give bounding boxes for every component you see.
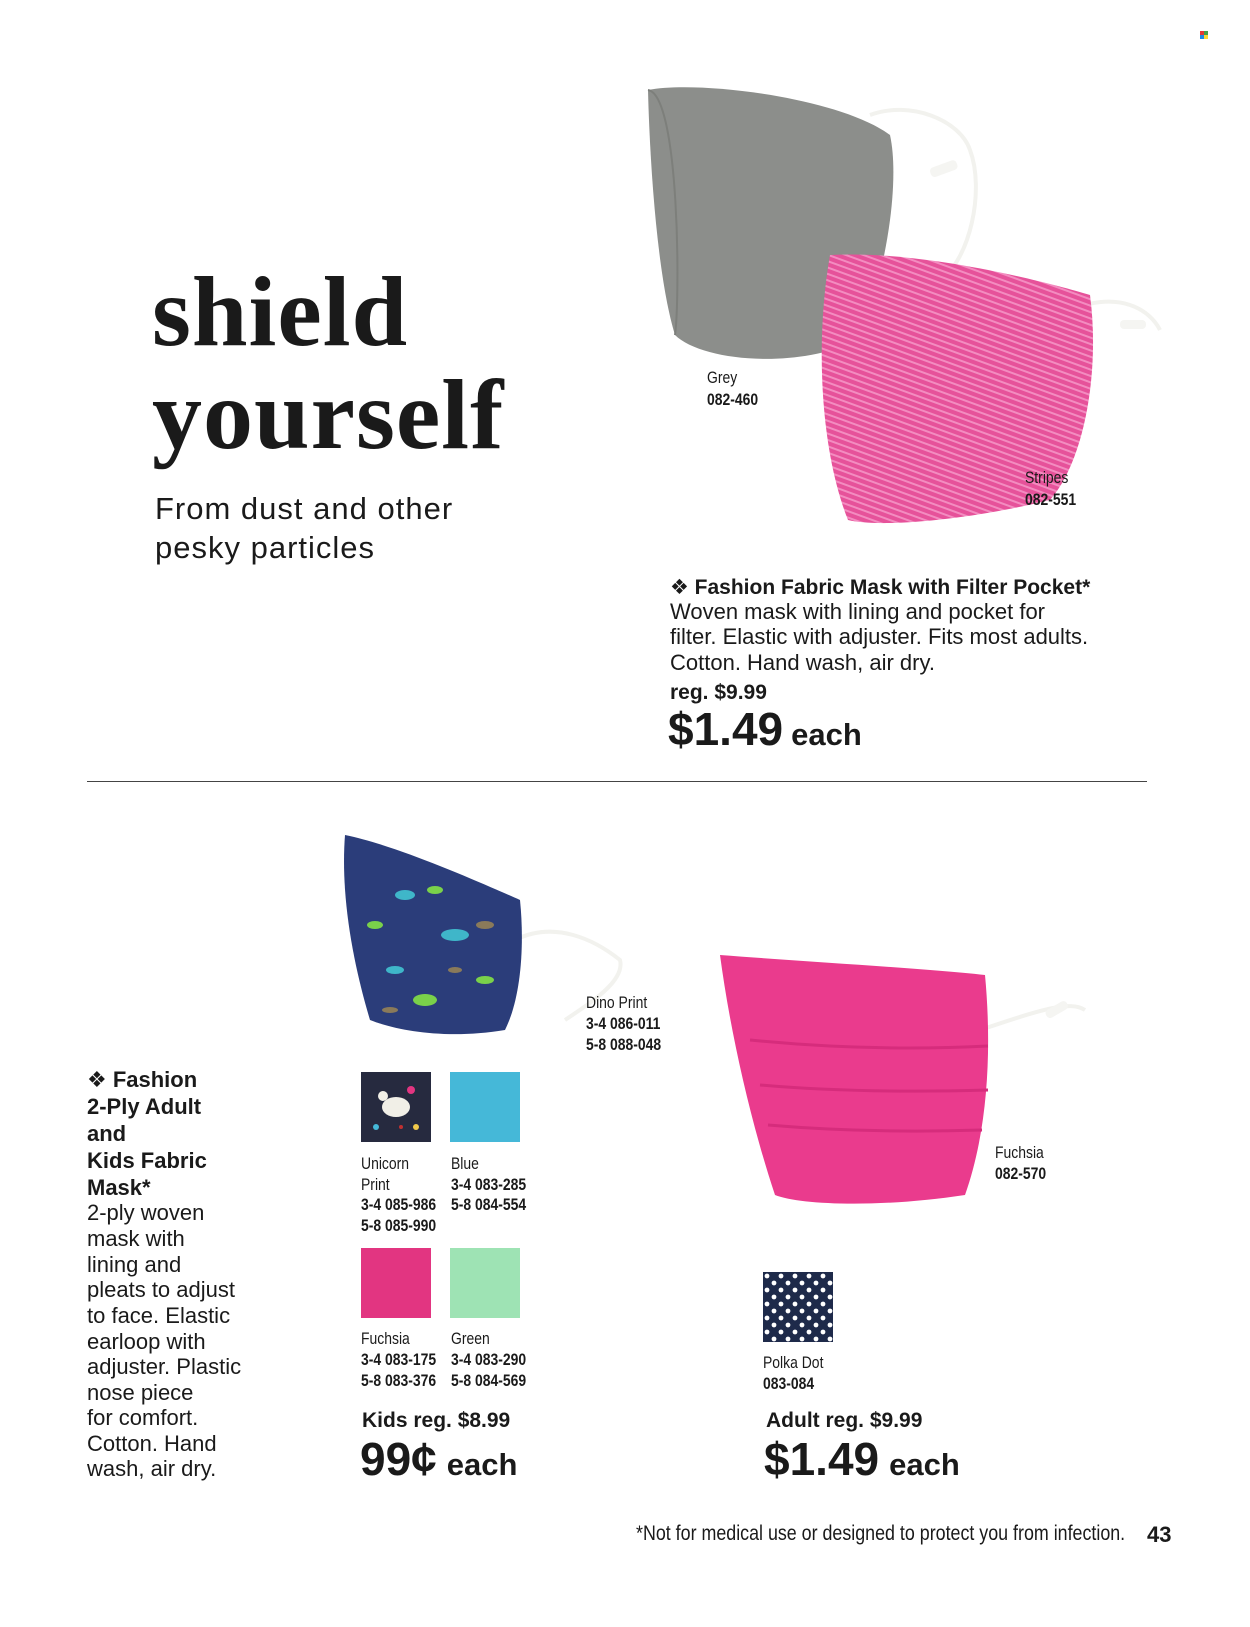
dino-print-code-5-8: 5-8 088-048 <box>586 1035 662 1054</box>
ply-mask-description-5: to face. Elastic <box>87 1303 231 1328</box>
stripes-mask-image <box>800 250 1170 535</box>
fuchsia-adult-name: Fuchsia <box>995 1143 1044 1162</box>
section-divider <box>87 781 1147 782</box>
unicorn-print-code-5-8: 5-8 085-990 <box>361 1216 437 1235</box>
unicorn-print-name-2: Print <box>361 1175 390 1194</box>
ply-mask-description-7: adjuster. Plastic <box>87 1354 242 1379</box>
dino-print-name: Dino Print <box>586 993 648 1012</box>
blue-name: Blue <box>451 1154 479 1173</box>
fuchsia-kids-swatch <box>361 1248 431 1318</box>
fabric-mask-price-value: $1.49 <box>668 703 784 755</box>
corner-color-mark <box>1200 31 1208 39</box>
ply-mask-description-6: earloop with <box>87 1329 206 1354</box>
kids-reg-price: Kids reg. $8.99 <box>362 1409 511 1432</box>
medical-disclaimer: *Not for medical use or designed to protect you from infection. <box>636 1522 1126 1545</box>
fabric-mask-reg-price: reg. $9.99 <box>670 681 767 704</box>
fabric-mask-sale-price <box>668 702 862 756</box>
ply-mask-description-1: 2-ply woven <box>87 1200 205 1225</box>
ply-mask-description-8: nose piece <box>87 1380 194 1405</box>
ply-mask-description-11: wash, air dry. <box>87 1456 217 1481</box>
adult-sale-price <box>764 1432 960 1486</box>
headline-line-1: shield <box>152 256 409 367</box>
fabric-mask-price-unit: each <box>791 717 862 752</box>
blue-code-5-8: 5-8 084-554 <box>451 1195 527 1214</box>
dino-print-code-3-4: 3-4 086-011 <box>586 1014 661 1033</box>
kids-price-value: 99¢ <box>360 1433 437 1485</box>
fuchsia-kids-code-5-8: 5-8 083-376 <box>361 1371 437 1390</box>
ply-mask-description-9: for comfort. <box>87 1405 199 1430</box>
polka-dot-code: 083-084 <box>763 1374 815 1393</box>
blue-swatch <box>450 1072 520 1142</box>
ply-mask-description-3: lining and <box>87 1252 182 1277</box>
fabric-mask-description-2: filter. Elastic with adjuster. Fits most adults. <box>670 624 1089 649</box>
fabric-mask-description-1: Woven mask with lining and pocket for <box>670 599 1045 624</box>
unicorn-print-code-3-4: 3-4 085-986 <box>361 1195 437 1214</box>
fabric-mask-description-3: Cotton. Hand wash, air dry. <box>670 650 935 675</box>
fuchsia-kids-code-3-4: 3-4 083-175 <box>361 1350 437 1369</box>
fuchsia-kids-name: Fuchsia <box>361 1329 410 1348</box>
ply-mask-title-5: Mask* <box>87 1175 151 1200</box>
subhead-line-1: From dust and other <box>155 491 454 526</box>
unicorn-print-name-1: Unicorn <box>361 1154 410 1173</box>
headline-line-2: yourself <box>152 359 505 470</box>
unicorn-print-swatch <box>361 1072 431 1142</box>
ply-mask-description-4: pleats to adjust <box>87 1277 235 1302</box>
fuchsia-adult-code: 082-570 <box>995 1164 1047 1183</box>
adult-price-unit: each <box>889 1447 960 1482</box>
grey-swatch-name: Grey <box>707 368 738 387</box>
blue-code-3-4: 3-4 083-285 <box>451 1175 527 1194</box>
stripes-swatch-name: Stripes <box>1025 468 1069 487</box>
polka-dot-name: Polka Dot <box>763 1353 824 1372</box>
ply-mask-title-3: and <box>87 1121 127 1146</box>
kids-price-unit: each <box>446 1447 518 1482</box>
green-name: Green <box>451 1329 490 1348</box>
subhead-line-2: pesky particles <box>155 530 376 565</box>
ply-mask-title-2: 2-Ply Adult <box>87 1094 202 1119</box>
polka-dot-swatch <box>763 1272 833 1342</box>
green-code-3-4: 3-4 083-290 <box>451 1350 527 1369</box>
adult-price-value: $1.49 <box>764 1433 880 1485</box>
stripes-swatch-code: 082-551 <box>1025 490 1077 509</box>
ply-mask-description-10: Cotton. Hand <box>87 1431 217 1456</box>
green-swatch <box>450 1248 520 1318</box>
ply-mask-title-4: Kids Fabric <box>87 1148 207 1173</box>
green-code-5-8: 5-8 084-569 <box>451 1371 527 1390</box>
adult-reg-price: Adult reg. $9.99 <box>766 1409 923 1432</box>
ply-mask-description-2: mask with <box>87 1226 185 1251</box>
grey-swatch-code: 082-460 <box>707 390 759 409</box>
ply-mask-title-1: ❖ Fashion <box>87 1067 198 1092</box>
kids-sale-price <box>360 1432 517 1486</box>
page-number: 43 <box>1147 1522 1172 1547</box>
fabric-mask-title: ❖ Fashion Fabric Mask with Filter Pocket* <box>670 576 1091 599</box>
